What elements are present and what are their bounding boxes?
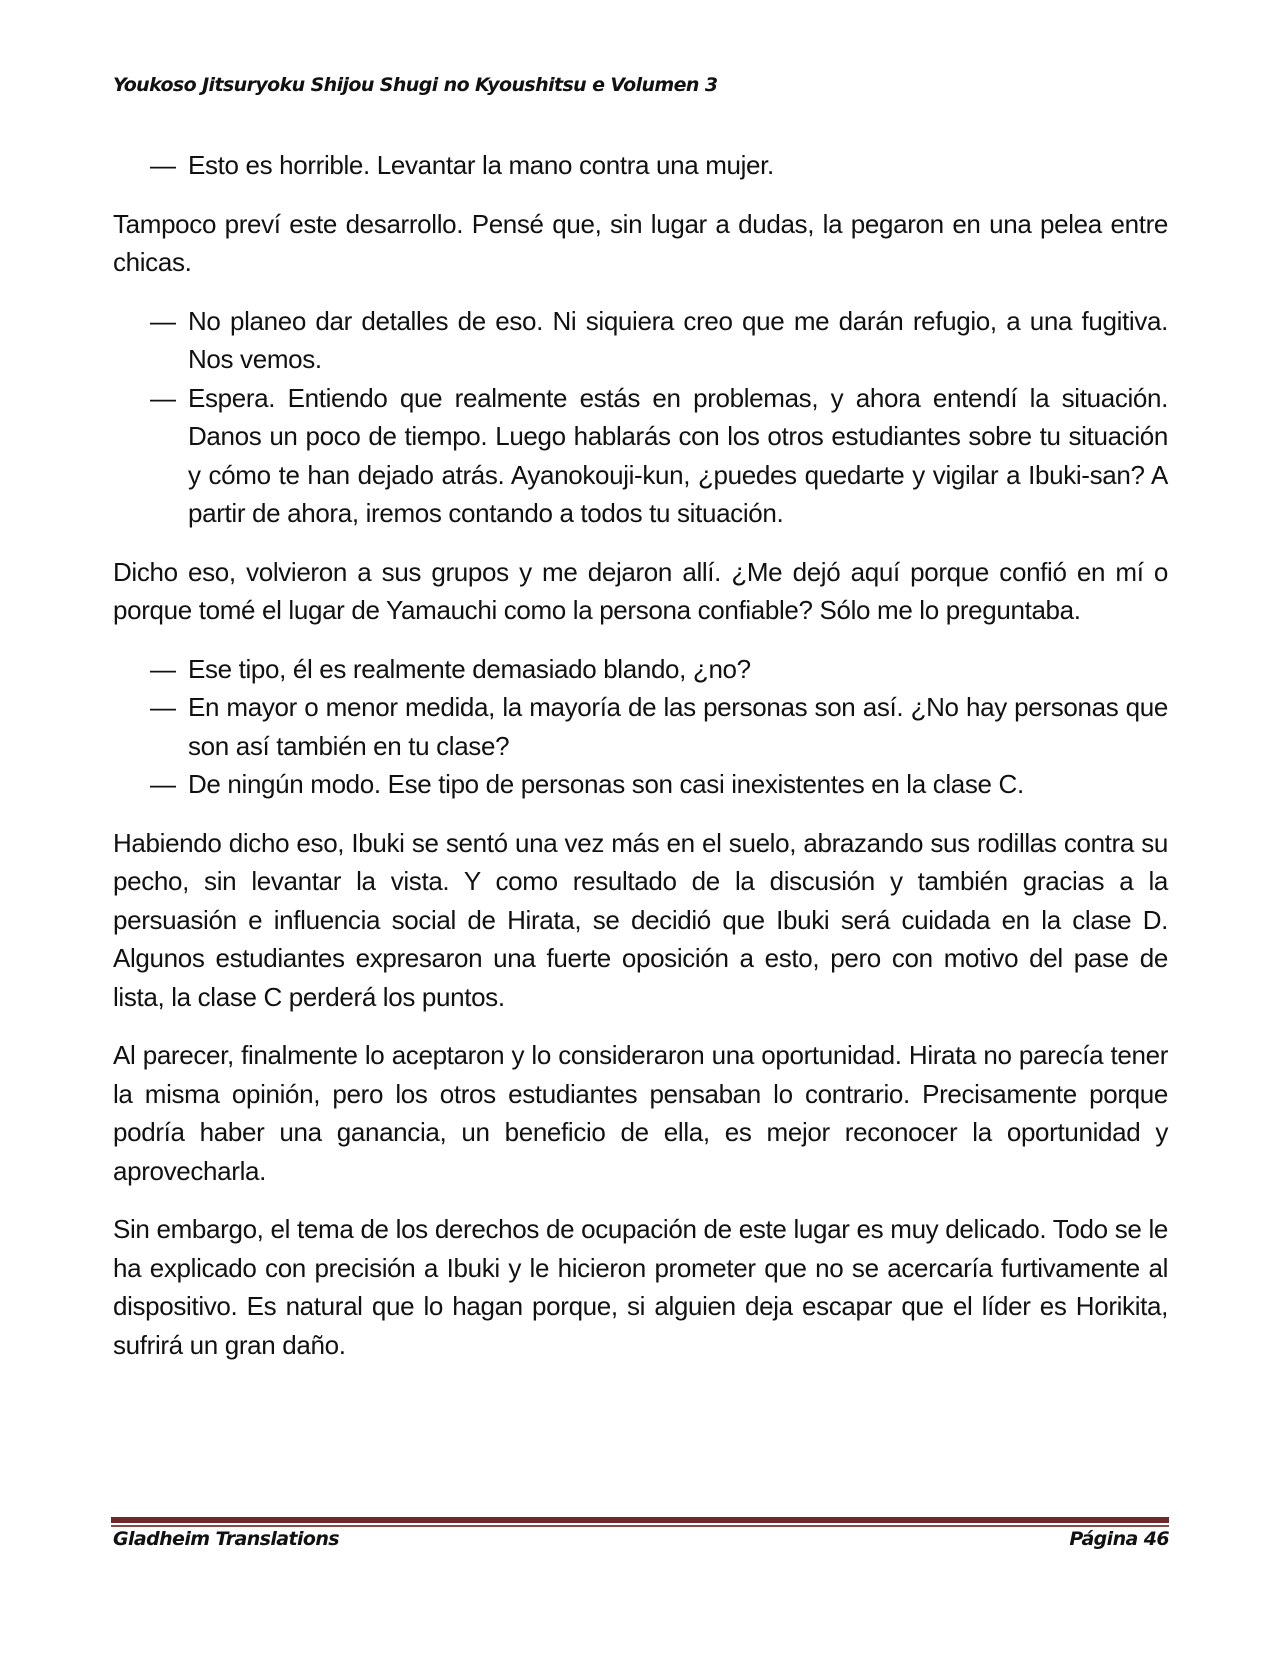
em-dash: — (150, 653, 176, 684)
paragraph: Habiendo dicho eso, Ibuki se sentó una vez más en el suelo, abrazando sus rodillas contra su pecho, sin levantar la vista. Y como resultado de la discusión y también gracias a la persuasión e influencia social de Hirata, se decidió que Ibuki será cuidada en la clase D. Algunos estudiantes expresaron una fuerte oposición a esto, pero con motivo del pase de lista, la clase C perderá los puntos. (113, 827, 1168, 1012)
dialogue-text: De ningún modo. Ese tipo de personas son casi inexistentes en la clase C. (188, 769, 1024, 799)
dialogue-line (113, 302, 1168, 379)
footer-page-number: Página 46 (1069, 1528, 1169, 1550)
paragraph: Dicho eso, volvieron a sus grupos y me dejaron allí. ¿Me dejó aquí porque confió en mí o porque tomé el lugar de Yamauchi como la persona confiable? Sólo me lo preguntaba. (113, 556, 1168, 625)
page-header-title: Youkoso Jitsuryoku Shijou Shugi no Kyoushitsu e Volumen 3 (113, 74, 718, 96)
dialogue-text: Ese tipo, él es realmente demasiado blando, ¿no? (188, 653, 751, 684)
dialogue-text: Esto es horrible. Levantar la mano contra una mujer. (188, 150, 774, 180)
dialogue-line (113, 688, 1168, 765)
dialogue-line (113, 765, 1168, 804)
em-dash: — (150, 305, 176, 336)
dialogue-block (113, 302, 1168, 533)
paragraph: Al parecer, finalmente lo aceptaron y lo consideraron una oportunidad. Hirata no parecía tener la misma opinión, pero los otros estudiantes pensaban lo contrario. Precisamente porque podría haber una ganancia, un beneficio de ella, es mejor reconocer la oportunidad y aprovecharla. (113, 1040, 1168, 1186)
dialogue-text: En mayor o menor medida, la mayoría de las personas son así. ¿No hay personas que son así también en tu clase? (188, 692, 1168, 761)
dialogue-text: No planeo dar detalles de eso. Ni siquiera creo que me darán refugio, a una fugitiva. Nos vemos. (188, 305, 1168, 374)
footer-translator-credit: Gladheim Translations (113, 1528, 339, 1550)
em-dash: — (150, 692, 176, 722)
footer-divider (111, 1517, 1169, 1527)
dialogue-block (113, 650, 1168, 804)
dialogue-block (113, 146, 1168, 185)
paragraph: Tampoco preví este desarrollo. Pensé que, sin lugar a dudas, la pegaron en una pelea entre chicas. (113, 208, 1168, 277)
em-dash: — (150, 382, 176, 413)
dialogue-line (113, 146, 1168, 185)
dialogue-line (113, 650, 1168, 689)
dialogue-text: Espera. Entiendo que realmente estás en problemas, y ahora entendí la situación. Danos un poco de tiempo. Luego hablarás con los otros estudiantes sobre tu situación y cómo te han dejado atrás. Ayanokouji-kun, ¿puedes quedarte y vigilar a Ibuki-san? A partir de ahora, iremos contando a todos tu situación. (188, 382, 1168, 528)
paragraph: Sin embargo, el tema de los derechos de ocupación de este lugar es muy delicado. Todo se le ha explicado con precisión a Ibuki y le hicieron prometer que no se acercaría furtivamente al dispositivo. Es natural que lo hagan porque, si alguien deja escapar que el líder es Horikita, sufrirá un gran daño. (113, 1214, 1168, 1360)
footer-divider-thin (111, 1525, 1169, 1527)
page-body (113, 146, 1168, 1384)
dialogue-line (113, 379, 1168, 533)
em-dash: — (150, 150, 176, 180)
em-dash: — (150, 769, 176, 799)
